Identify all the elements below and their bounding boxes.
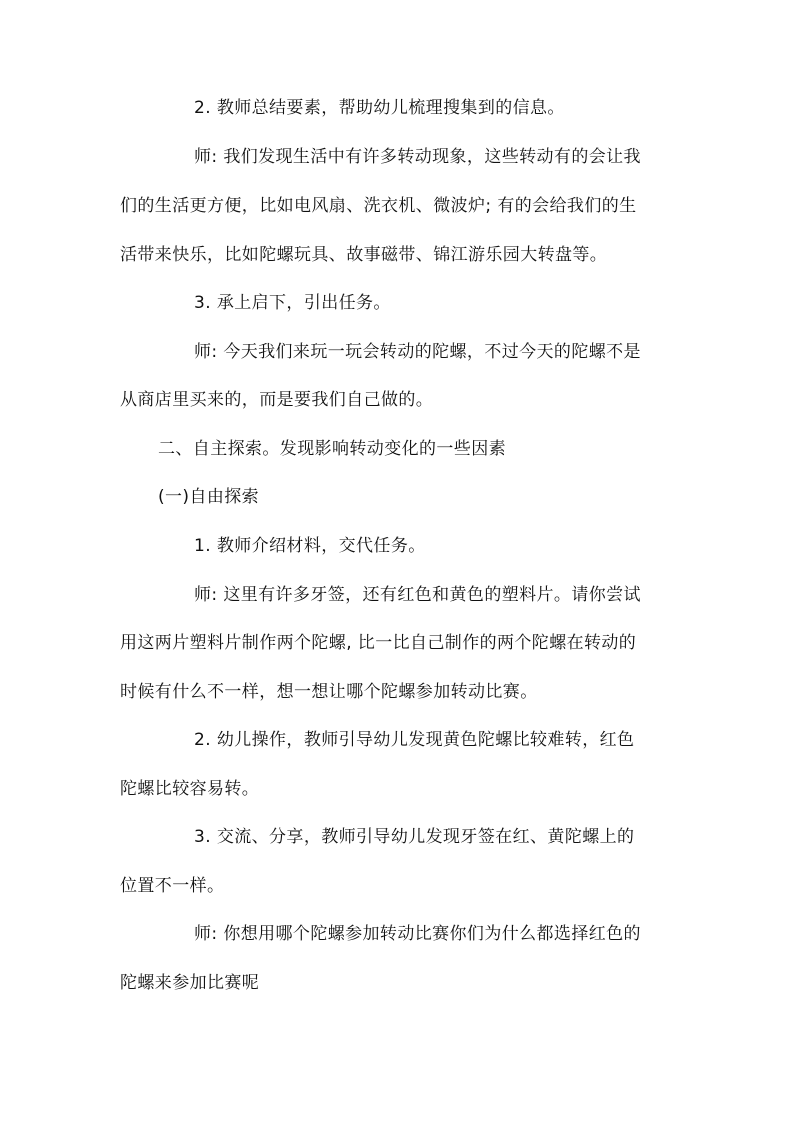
paragraph-line-18: 师: 你想用哪个陀螺参加转动比赛你们为什么都选择红色的 <box>194 924 641 944</box>
subsection-heading: (一)自由探索 <box>158 487 260 507</box>
paragraph-line-2: 师: 我们发现生活中有许多转动现象，这些转动有的会让我 <box>194 147 641 167</box>
paragraph-line-17: 位置不一样。 <box>120 876 225 896</box>
paragraph-line-6: 师: 今天我们来玩一玩会转动的陀螺，不过今天的陀螺不是 <box>194 342 641 362</box>
paragraph-line-4: 活带来快乐，比如陀螺玩具、故事磁带、锦江游乐园大转盘等。 <box>120 245 608 265</box>
paragraph-line-19: 陀螺来参加比赛呢 <box>120 973 260 993</box>
paragraph-line-10: 1. 教师介绍材料，交代任务。 <box>194 536 426 556</box>
paragraph-line-15: 陀螺比较容易转。 <box>120 779 260 799</box>
paragraph-line-5: 3. 承上启下，引出任务。 <box>194 293 391 313</box>
paragraph-line-3: 们的生活更方便，比如电风扇、洗衣机、微波炉; 有的会给我们的生 <box>120 196 637 216</box>
section-heading: 二、自主探索。发现影响转动变化的一些因素 <box>158 439 506 459</box>
paragraph-line-16: 3. 交流、分享，教师引导幼儿发现牙签在红、黄陀螺上的 <box>194 827 635 847</box>
paragraph-line-7: 从商店里买来的，而是要我们自己做的。 <box>120 390 434 410</box>
paragraph-line-14: 2. 幼儿操作，教师引导幼儿发现黄色陀螺比较难转，红色 <box>194 730 635 750</box>
paragraph-line-12: 用这两片塑料片制作两个陀螺, 比一比自己制作的两个陀螺在转动的 <box>120 633 637 653</box>
paragraph-line-11: 师: 这里有许多牙签，还有红色和黄色的塑料片。请你尝试 <box>194 585 641 605</box>
paragraph-line-13: 时候有什么不一样，想一想让哪个陀螺参加转动比赛。 <box>120 682 538 702</box>
paragraph-line-1: 2. 教师总结要素，帮助幼儿梳理搜集到的信息。 <box>194 98 565 118</box>
